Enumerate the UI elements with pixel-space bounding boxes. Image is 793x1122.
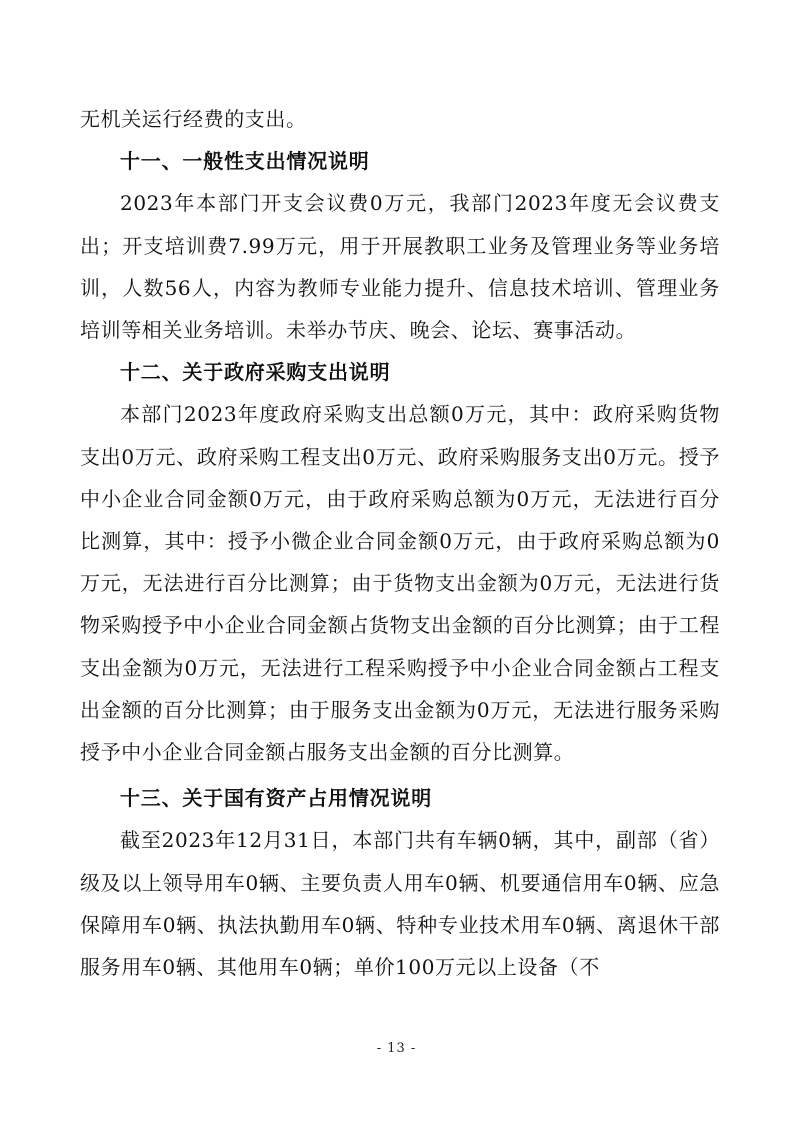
section-heading-13: 十三、关于国有资产占用情况说明	[120, 786, 432, 811]
page-number: - 13 -	[376, 1041, 417, 1056]
page-body	[80, 98, 720, 988]
section-paragraph-11: 2023年本部门开支会议费0万元，我部门2023年度无会议费支出；开支培训费7.99万元，用于开展教职工业务及管理业务等业务培训，人数56人，内容为教师专业能力提升、信息技术培训、管理业务培训等相关业务培训。未举办节庆、晚会、论坛、赛事活动。	[80, 191, 720, 343]
section-heading-12: 十二、关于政府采购支出说明	[120, 360, 391, 385]
continuation-paragraph: 无机关运行经费的支出。	[80, 107, 307, 131]
section-paragraph-12: 本部门2023年度政府采购支出总额0万元，其中：政府采购货物支出0万元、政府采购工程支出0万元、政府采购服务支出0万元。授予中小企业合同金额0万元，由于政府采购总额为0万元，无法进行百分比测算，其中：授予小微企业合同金额0万元，由于政府采购总额为0万元，无法进行百分比测算；由于货物支出金额为0万元，无法进行货物采购授予中小企业合同金额占货物支出金额的百分比测算；由于工程支出金额为0万元，无法进行工程采购授予中小企业合同金额占工程支出金额的百分比测算；由于服务支出金额为0万元，无法进行服务采购授予中小企业合同金额占服务支出金额的百分比测算。	[80, 402, 720, 765]
section-heading-11: 十一、一般性支出情况说明	[120, 149, 370, 174]
section-paragraph-13: 截至2023年12月31日，本部门共有车辆0辆，其中，副部（省）级及以上领导用车0辆、主要负责人用车0辆、机要通信用车0辆、应急保障用车0辆、执法执勤用车0辆、特种专业技术用车0辆、离退休干部服务用车0辆、其他用车0辆；单价100万元以上设备（不	[80, 828, 720, 980]
